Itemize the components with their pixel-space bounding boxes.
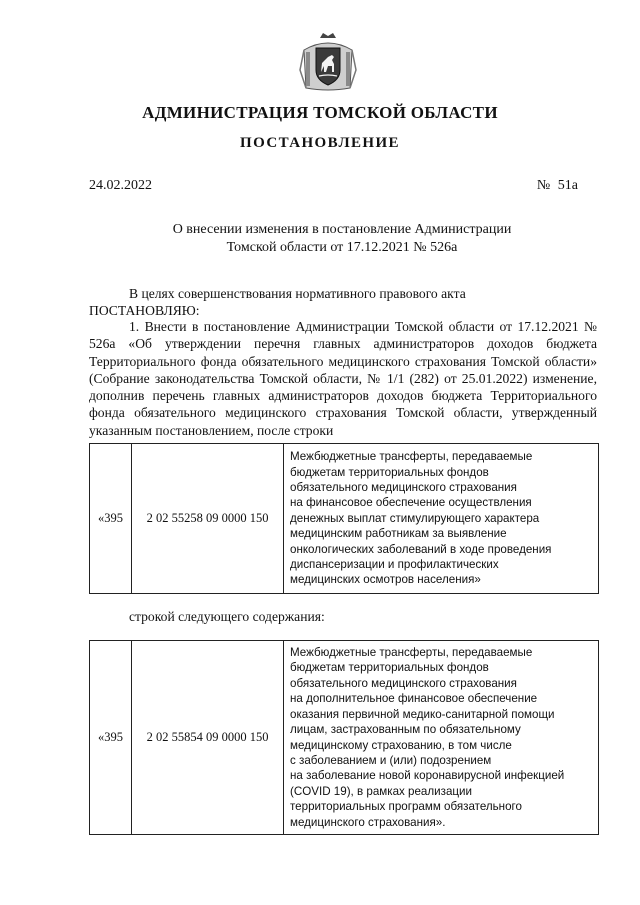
following-text: строкой следующего содержания: <box>129 609 325 624</box>
description-line: медицинских осмотров населения» <box>290 573 481 587</box>
resolve-heading: ПОСТАНОВЛЯЮ: <box>89 303 200 319</box>
organization-title: АДМИНИСТРАЦИЯ ТОМСКОЙ ОБЛАСТИ <box>142 103 498 122</box>
subject-line-2: Томской области от 17.12.2021 № 526а <box>226 240 458 255</box>
description-line: диспансеризации и профилактических <box>290 558 499 572</box>
row-description <box>284 444 599 594</box>
row-number: «395 <box>90 444 132 594</box>
description-line: медицинского страхования». <box>290 815 446 829</box>
description-line: лицам, застрахованным по обязательному <box>290 723 521 737</box>
tomsk-coat-of-arms-icon <box>298 30 358 94</box>
description-line: медицинскому страхованию, в том числе <box>290 738 512 752</box>
description-line: (COVID 19), в рамках реализации <box>290 784 472 798</box>
document-subject <box>110 221 574 257</box>
existing-row-table <box>89 443 599 594</box>
description-line: Межбюджетные трансферты, передаваемые <box>290 450 533 464</box>
item-1-paragraph: 1. Внести в постановление Администрации Томской области от 17.12.2021 № 526а «Об утверждении перечня главных администраторов доходов бюджета Территориального фонда обязательного медицинского страхования Томской области» (Собрание законодательства Томской области, № 1/1 (282) от 25.01.2022) изменение, дополнив перечень главных администраторов доходов бюджета Территориального фонда обязательного медицинского страхования Томской области, утвержденный указанным постановлением, после строки <box>89 319 597 438</box>
description-line: с заболеванием и (или) подозрением <box>290 753 492 767</box>
description-line: денежных выплат стимулирующего характера <box>290 511 540 525</box>
description-line: онкологических заболеваний в ходе проведения <box>290 542 552 556</box>
row-description <box>284 641 599 835</box>
description-line: Межбюджетные трансферты, передаваемые <box>290 646 533 660</box>
table-row <box>90 641 599 835</box>
document-number: № 51а <box>536 178 578 193</box>
description-line: оказания первичной медико-санитарной помощи <box>290 707 555 721</box>
description-line: медицинским работникам за выявление <box>290 527 507 541</box>
budget-code: 2 02 55854 09 0000 150 <box>132 641 284 835</box>
budget-code: 2 02 55258 09 0000 150 <box>132 444 284 594</box>
description-line: обязательного медицинского страхования <box>290 676 517 690</box>
new-row-table <box>89 640 599 835</box>
table-row <box>90 444 599 594</box>
description-line: бюджетам территориальных фондов <box>290 661 489 675</box>
description-line: на финансовое обеспечение осуществления <box>290 496 532 510</box>
intro-paragraph <box>89 285 597 320</box>
intro-text: В целях совершенствования нормативного правового акта <box>129 286 466 301</box>
description-line: бюджетам территориальных фондов <box>290 465 489 479</box>
description-line: территориальных программ обязательного <box>290 800 522 814</box>
subject-line-1: О внесении изменения в постановление Администрации <box>172 222 512 237</box>
row-number: «395 <box>90 641 132 835</box>
description-line: обязательного медицинского страхования <box>290 480 517 494</box>
document-date: 24.02.2022 <box>89 178 152 193</box>
document-type: ПОСТАНОВЛЕНИЕ <box>240 135 400 151</box>
description-line: на заболевание новой коронавирусной инфекцией <box>290 769 565 783</box>
description-line: на дополнительное финансовое обеспечение <box>290 692 538 706</box>
